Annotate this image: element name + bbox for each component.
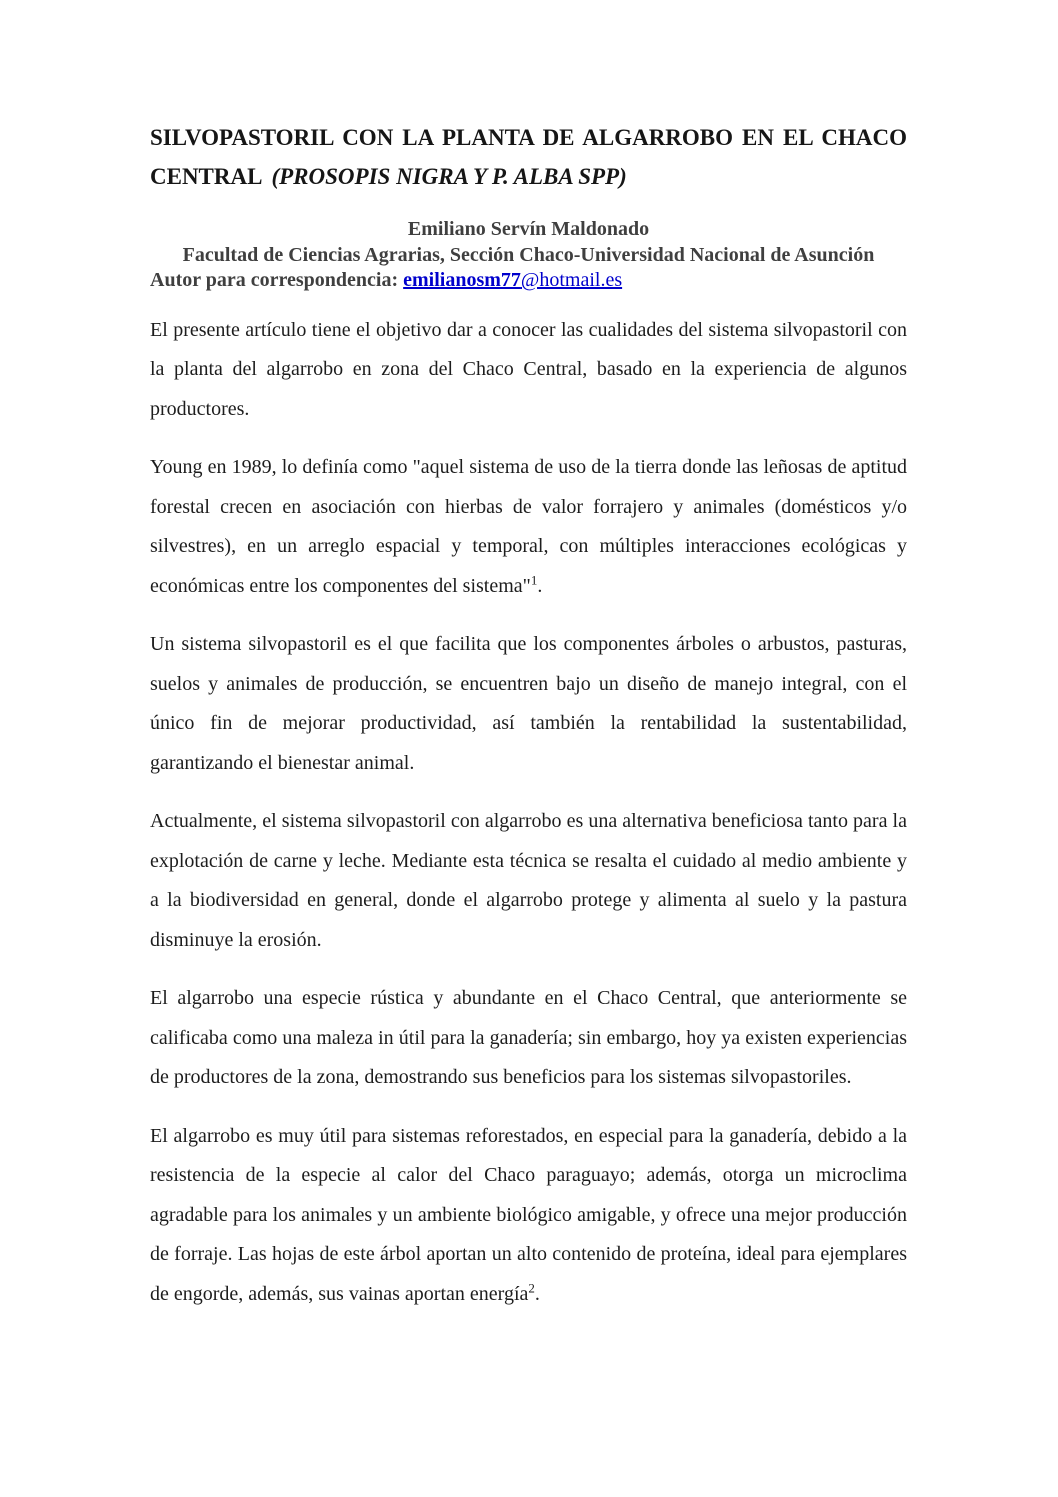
author-name: Emiliano Servín Maldonado [407, 218, 650, 240]
paragraph-algarrobo-utility [150, 1117, 907, 1315]
paragraph-text: Un sistema silvopastoril es el que facilita que los componentes árboles o arbustos, pasturas, suelos y animales de producción, se encuentren bajo un diseño de manejo integral, con el único fin de mejorar productividad, así también la rentabilidad la sustentabilidad, garantizando el bienestar animal. [150, 633, 907, 774]
paragraph-tail: . [534, 1282, 540, 1305]
article-title-line2 [150, 157, 907, 196]
paragraph-system-description [150, 625, 907, 783]
paragraph-tail: . [537, 574, 543, 597]
article-title [150, 118, 907, 196]
article-page-content [150, 118, 907, 1333]
footnote-ref-2: 2 [528, 1279, 535, 1295]
correspondence-line [150, 268, 907, 294]
email-user: emilianosm77 [403, 269, 521, 291]
email-link[interactable] [403, 269, 622, 291]
paragraph-text: El algarrobo es muy útil para sistemas reforestados, en especial para la ganadería, debido a la resistencia de la especie al calor del Chaco paraguayo; además, otorga un microclima agradable para los animales y un ambiente biológico amigable, y ofrece una mejor producción de forraje. Las hojas de este árbol aportan un alto contenido de proteína, ideal para ejemplares de engorde, además, sus vainas aportan energía [150, 1124, 907, 1305]
author-block [150, 217, 907, 294]
paragraph-text: Young en 1989, lo definía como "aquel sistema de uso de la tierra donde las leñosas de aptitud forestal crecen en asociación con hierbas de valor forrajero y animales (domésticos y/o silvestres), en un arreglo espacial y temporal, con múltiples interacciones ecológicas y económicas entre los componentes del sistema" [150, 456, 907, 597]
paragraph-text: Actualmente, el sistema silvopastoril con algarrobo es una alternativa beneficiosa tanto para la explotación de carne y leche. Mediante esta técnica se resalta el cuidado al medio ambiente y a la biodiversidad en general, donde el algarrobo protege y alimenta al suelo y la pastura disminuye la erosión. [150, 810, 907, 951]
email-domain: @hotmail.es [520, 269, 623, 291]
paragraph-current-benefits [150, 802, 907, 960]
article-body [150, 311, 907, 1315]
author-affiliation: Facultad de Ciencias Agrarias, Sección Chaco-Universidad Nacional de Asunción [182, 243, 875, 266]
footnote-ref-1: 1 [530, 571, 538, 587]
paragraph-algarrobo-species [150, 979, 907, 1098]
paragraph-young-definition [150, 448, 907, 606]
paragraph-text: El presente artículo tiene el objetivo dar a conocer las cualidades del sistema silvopastoril con la planta del algarrobo en zona del Chaco Central, basado en la experiencia de algunos productores. [150, 318, 907, 420]
article-title-line1: SILVOPASTORIL CON LA PLANTA DE ALGARROBO EN EL CHACO [150, 125, 907, 150]
correspondence-label: Autor para correspondencia: [150, 269, 404, 291]
article-title-species: (PROSOPIS NIGRA Y P. ALBA SPP) [271, 164, 627, 189]
paragraph-intro [150, 311, 907, 430]
paragraph-text: El algarrobo una especie rústica y abundante en el Chaco Central, que anteriormente se calificaba como una maleza in útil para la ganadería; sin embargo, hoy ya existen experiencias de productores de la zona, demostrando sus beneficios para los sistemas silvopastoriles. [150, 987, 907, 1088]
article-title-central: CENTRAL [150, 164, 263, 189]
